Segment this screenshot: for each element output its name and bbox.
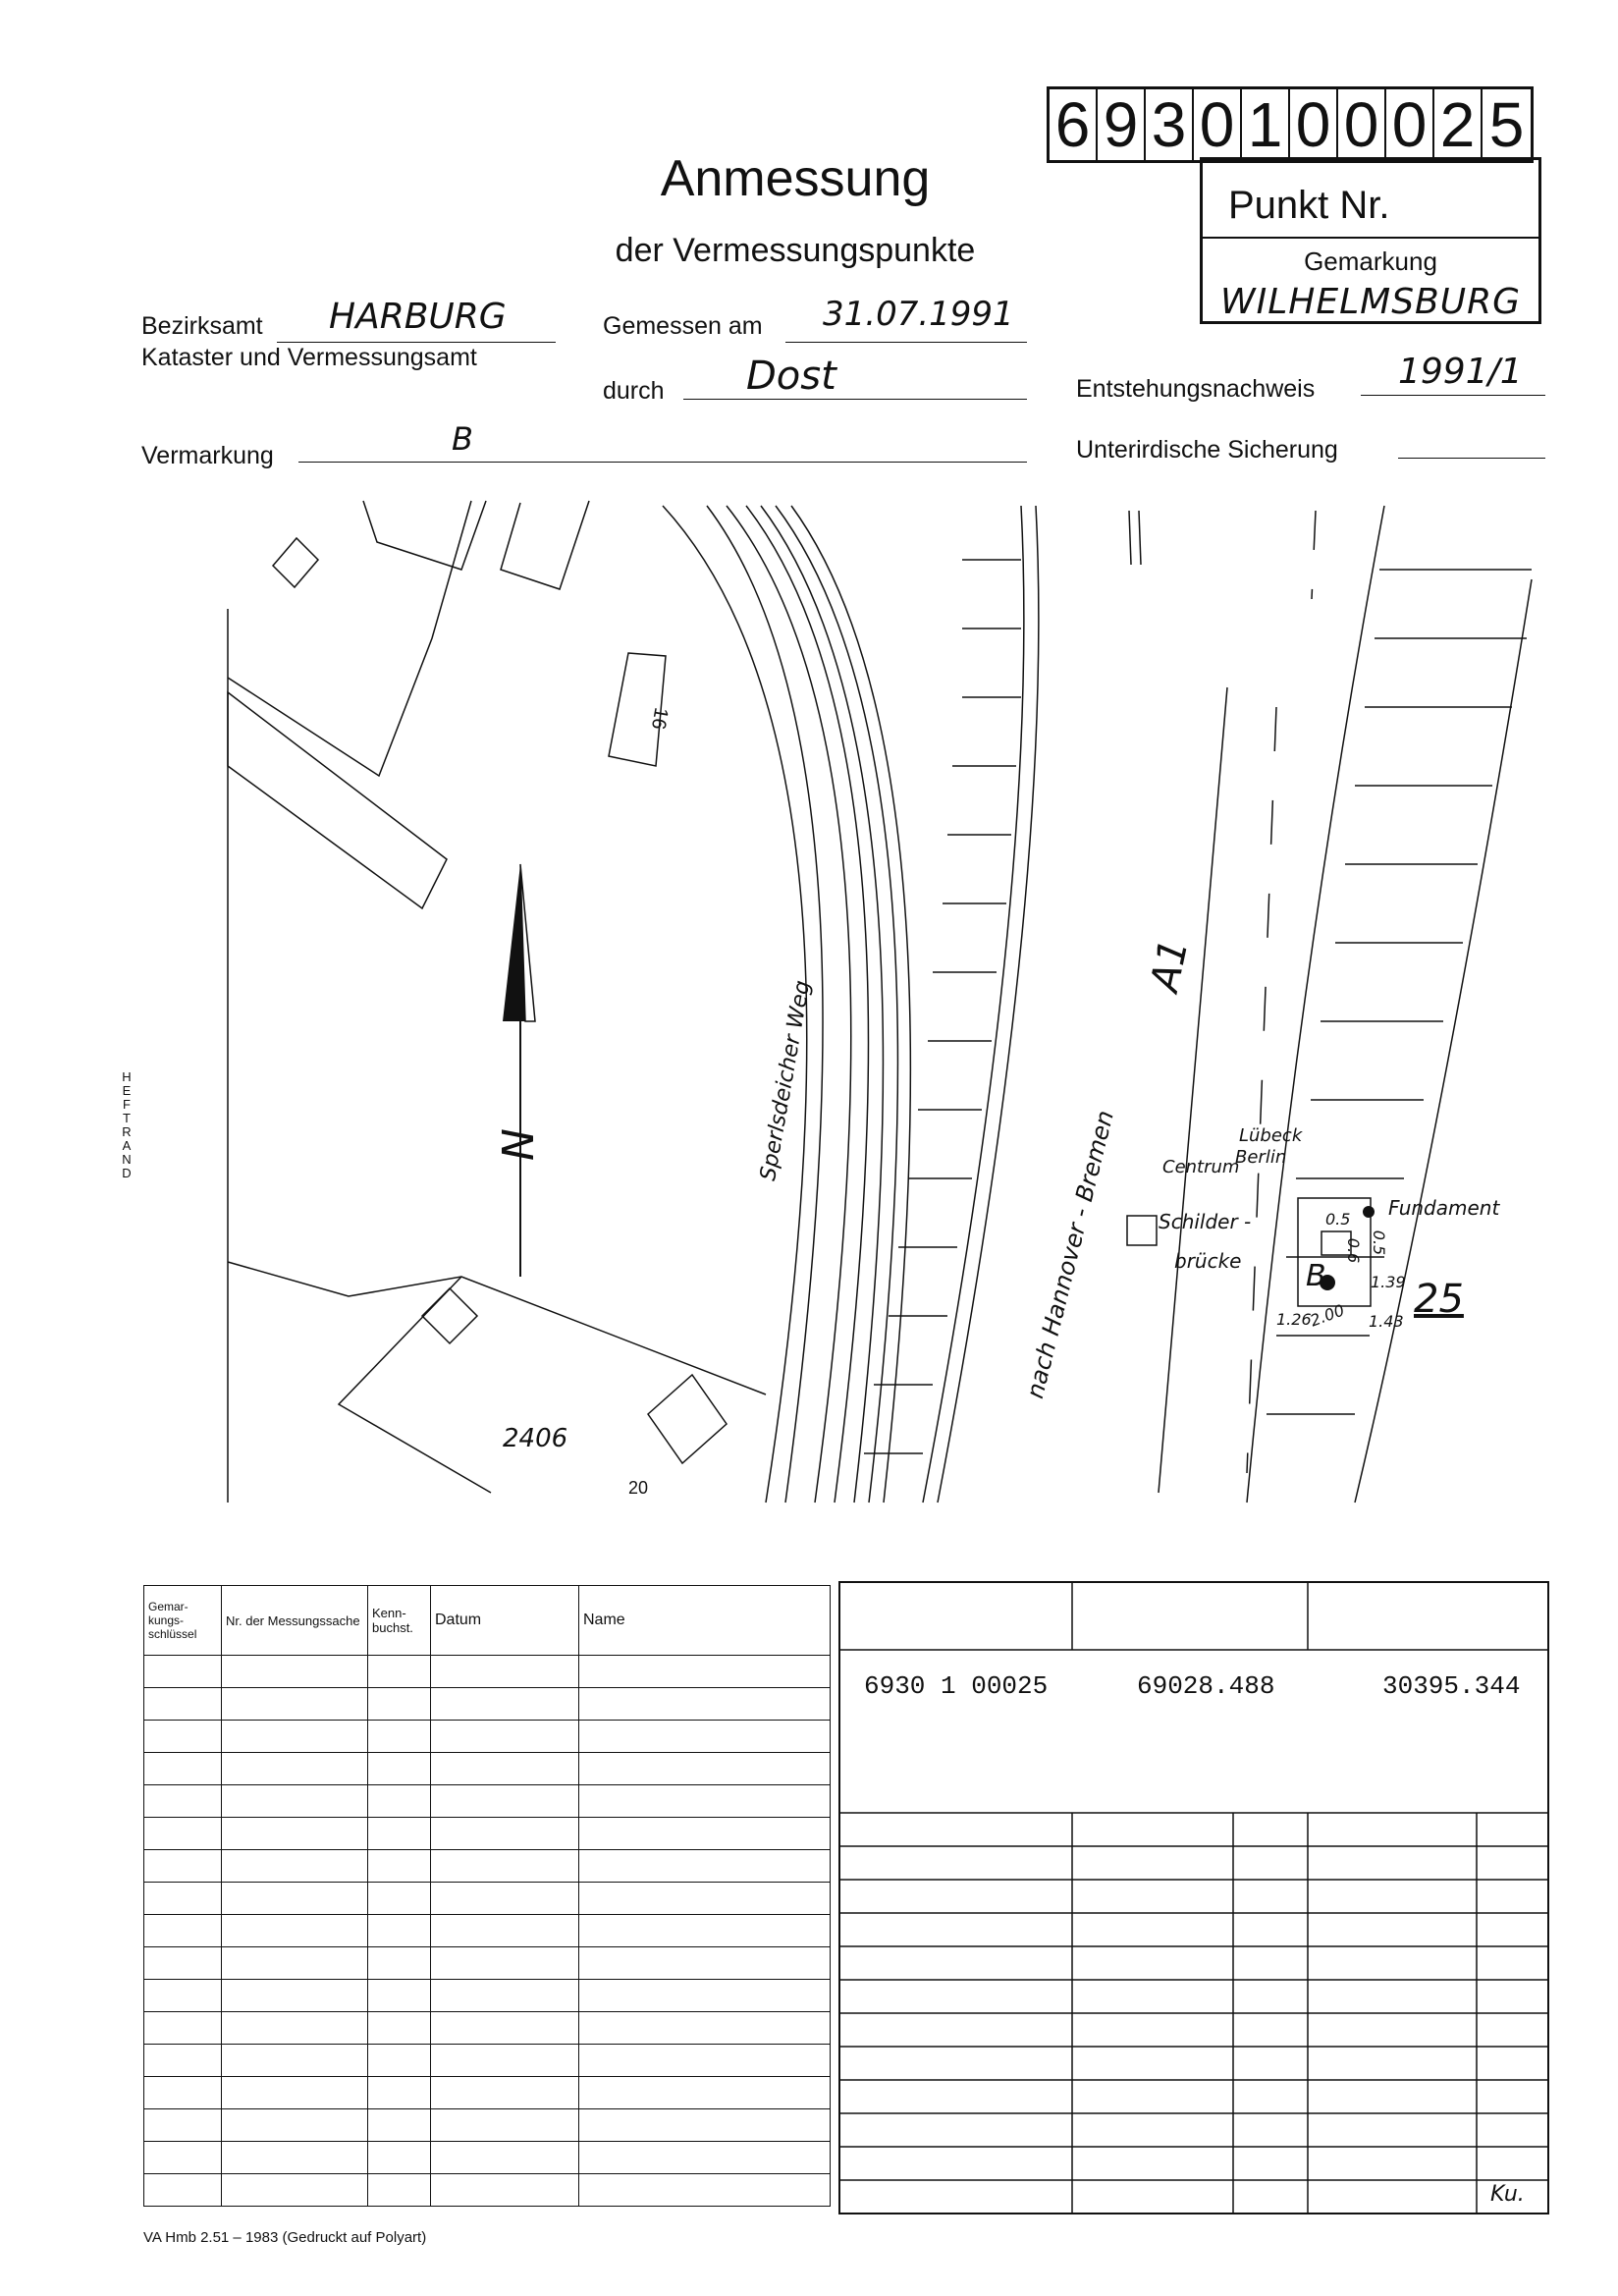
building-outline: [501, 501, 589, 589]
punkt-digit: 2: [1434, 89, 1483, 160]
measure-value: 1.43: [1369, 1312, 1404, 1331]
table-row: [144, 2142, 831, 2174]
heftrand-label: HEFTRAND: [122, 1069, 132, 1180]
point-marker: B: [1306, 1259, 1326, 1293]
schilderbruecke-1: Schilder -: [1159, 1210, 1252, 1233]
parcel-line: [339, 1277, 491, 1493]
sicherung-label: Unterirdische Sicherung: [1076, 436, 1338, 464]
coord-punkt: 6930 1 00025: [864, 1671, 1049, 1701]
house-number-20: 20: [628, 1478, 649, 1498]
parcel-number: 2406: [503, 1424, 568, 1453]
col-gemarkungsschluessel: Gemar-kungs-schlüssel: [144, 1586, 222, 1656]
gemarkung-value: WILHELMSBURG: [1219, 282, 1521, 322]
sign-centrum: Centrum: [1162, 1157, 1240, 1177]
table-row: [144, 1883, 831, 1915]
table-row: [144, 2012, 831, 2045]
bezirksamt-value: HARBURG: [329, 297, 507, 337]
measure-value: 2.00: [1307, 1300, 1347, 1331]
initials: Ku.: [1490, 2182, 1525, 2207]
page-subtitle: der Vermessungspunkte: [615, 232, 976, 269]
coord-x: 69028.488: [1137, 1671, 1275, 1701]
coord-y: 30395.344: [1382, 1671, 1521, 1701]
parcel-line: [228, 501, 471, 776]
table-row: [144, 2077, 831, 2109]
punkt-digit: 0: [1386, 89, 1434, 160]
vermarkung-label: Vermarkung: [141, 442, 274, 469]
bezirksamt-label: Bezirksamt: [141, 312, 263, 340]
table-row: [144, 1850, 831, 1883]
table-row: [144, 1656, 831, 1688]
entstehung-value: 1991/1: [1398, 352, 1523, 392]
punkt-digit: 0: [1194, 89, 1242, 160]
direction-label: nach Hannover - Bremen: [1021, 1107, 1119, 1401]
punkt-digit: 0: [1290, 89, 1338, 160]
kataster-label: Kataster und Vermessungsamt: [141, 344, 477, 371]
durch-value: Dost: [746, 354, 836, 399]
table-row: [144, 1721, 831, 1753]
measure-value: 0.6: [1344, 1237, 1364, 1264]
sign-foundation: [1127, 1216, 1157, 1245]
col-name: Name: [579, 1586, 831, 1656]
punkt-digit: 6: [1050, 89, 1098, 160]
table-row: [144, 2174, 831, 2207]
form-footer: VA Hmb 2.51 – 1983 (Gedruckt auf Polyart): [143, 2229, 427, 2246]
measure-value: 0.5: [1370, 1230, 1389, 1256]
north-label: N: [493, 1128, 544, 1161]
house-number-16: 16: [646, 705, 673, 732]
vermarkung-value: B: [452, 420, 473, 458]
fundament-label: Fundament: [1388, 1196, 1500, 1220]
gemessen-value: 31.07.1991: [823, 295, 1014, 334]
table-row: [144, 2045, 831, 2077]
col-datum: Datum: [431, 1586, 579, 1656]
schilderbruecke-2: brücke: [1174, 1249, 1242, 1273]
building-outline: [228, 692, 447, 908]
building-outline: [273, 538, 318, 587]
table-row: [144, 1947, 831, 1980]
col-kennbuchst: Kenn-buchst.: [368, 1586, 431, 1656]
punkt-digit: 0: [1338, 89, 1386, 160]
fundament-marker-icon: [1363, 1206, 1375, 1218]
measure-value: 1.39: [1371, 1273, 1406, 1291]
table-row: [144, 1915, 831, 1947]
table-row: [144, 1785, 831, 1818]
sign-luebeck: Lübeck: [1239, 1125, 1303, 1146]
motorway-label: A1: [1142, 935, 1198, 996]
punkt-digit: 5: [1488, 89, 1525, 160]
punkt-digit: 9: [1098, 89, 1146, 160]
table-row: [144, 1818, 831, 1850]
table-row: [144, 1980, 831, 2012]
parcel-line: [228, 1262, 766, 1394]
page-title: Anmessung: [660, 150, 931, 207]
punkt-digit: 1: [1242, 89, 1290, 160]
gemessen-label: Gemessen am: [603, 312, 763, 340]
punkt-digit: 3: [1146, 89, 1194, 160]
table-row: [144, 1688, 831, 1721]
measure-value: 0.5: [1325, 1210, 1351, 1229]
coordinate-table: [838, 1581, 1549, 2214]
measure-value: 1.26: [1276, 1310, 1312, 1329]
building-outline: [648, 1375, 727, 1463]
building-outline: [422, 1288, 477, 1343]
entstehung-label: Entstehungsnachweis: [1076, 375, 1316, 403]
punkt-label: Punkt Nr.: [1228, 184, 1390, 227]
north-arrow-icon: [503, 864, 535, 1277]
col-nr-messungssache: Nr. der Messungssache: [222, 1586, 368, 1656]
point-label: 25: [1414, 1277, 1464, 1322]
street-name: Sperlsdeicher Weg: [756, 978, 816, 1183]
measurement-table: [143, 1585, 831, 2207]
gemarkung-label: Gemarkung: [1304, 246, 1437, 276]
table-row: [144, 2109, 831, 2142]
table-row: [144, 1753, 831, 1785]
durch-label: durch: [603, 377, 665, 405]
sign-berlin: Berlin: [1235, 1147, 1287, 1168]
